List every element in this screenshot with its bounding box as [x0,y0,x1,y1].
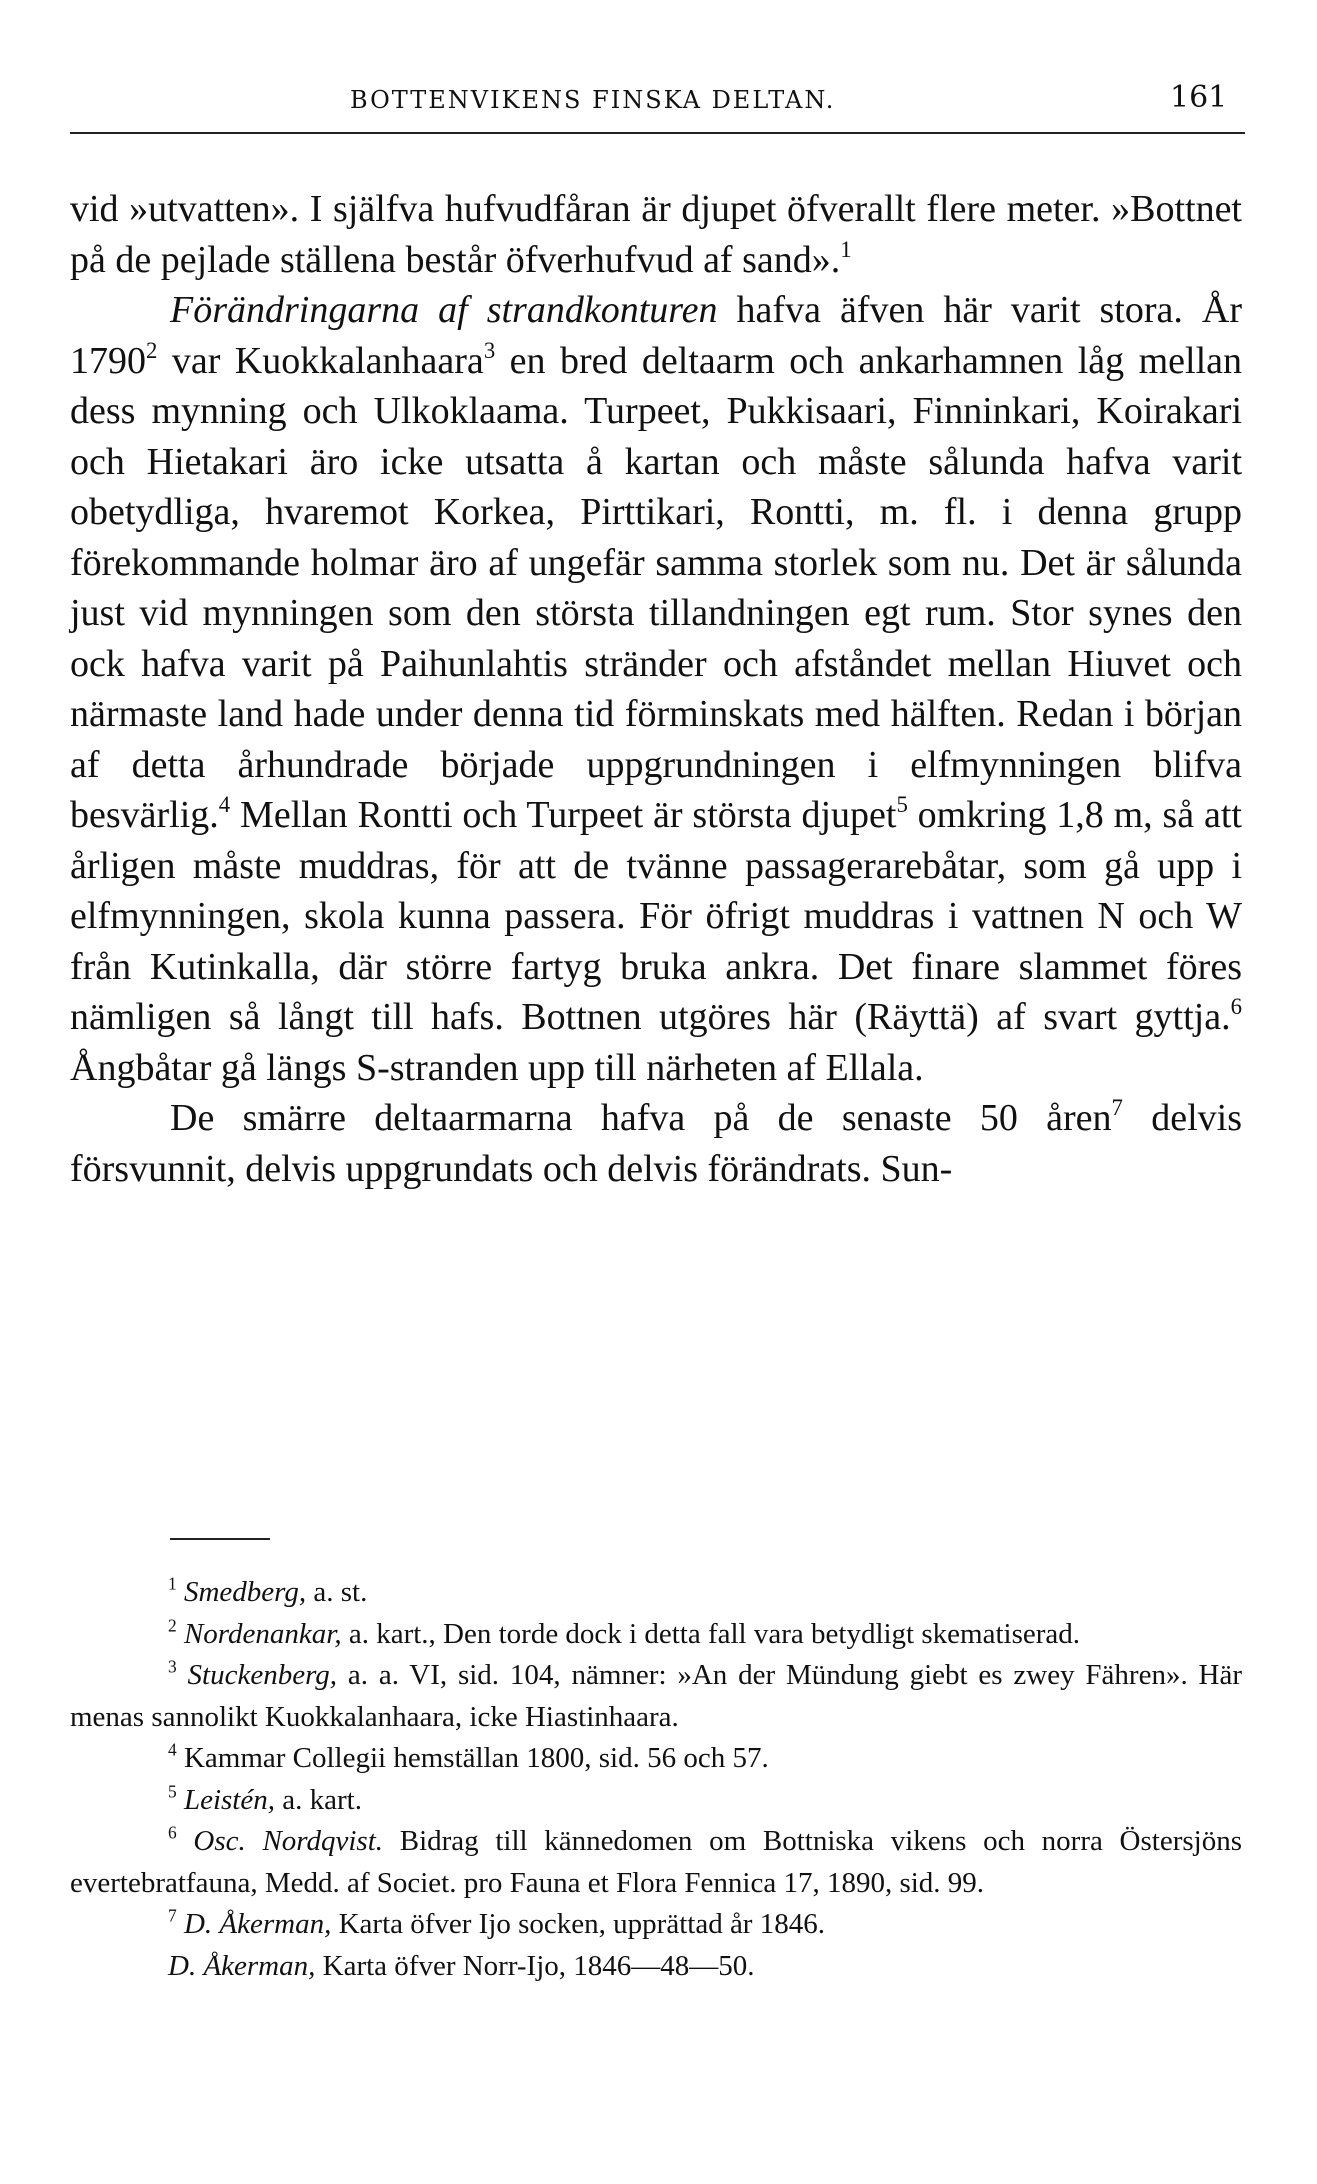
footnote-author: Stuckenberg, [187,1659,338,1691]
section-heading-italic: Förändringarna af strandkonturen [170,289,718,331]
footnote-number: 5 [168,1781,177,1802]
footnote-number: 1 [168,1573,177,1594]
paragraph-2-text-e: omkring 1,8 m, så att årligen måste muddras, för att de tvänne passagerarebåtar, som gå upp i elfmynningen, skola kunna passera. För öfrigt muddras i vattnen N och W från Kutinkalla, där större fartyg bruka ankra. Det finare slammet föres nämligen så långt till hafs. Bottnen utgöres här (Räyttä) af svart gyttja. [70,794,1242,1038]
footnote [70,1821,1242,1904]
footnotes [70,1572,1242,1987]
footnote-number: 2 [168,1615,177,1636]
footnote-text: Karta öfver Ijo socken, upprättad år 1846. [331,1908,825,1940]
footnote [70,1572,1242,1614]
footnote-ref-7: 7 [1111,1095,1123,1121]
paragraph-1-text: vid »utvatten». I själfva hufvudfåran är djupet öfverallt flere meter. »Bottnet på de pejlade ställena består öfverhufvud af sand». [70,188,1242,281]
footnote-author: D. Åkerman, [168,1949,316,1982]
footnote-number: 7 [168,1905,177,1926]
paragraph-2-text-b: var Kuokkalanhaara [157,339,484,382]
footnote-text: a. kart. [274,1783,362,1816]
footnote [70,1904,1242,1946]
footnote-text: Kammar Collegii hemställan 1800, sid. 56 och 57. [176,1742,769,1774]
header-rule [70,132,1245,134]
footnote-author: Osc. Nordqvist. [193,1825,384,1857]
footnote [70,1780,1242,1822]
paragraph-3-text-b: delvis försvunnit, delvis uppgrundats och delvis förändrats. Sun- [70,1097,1242,1190]
footnote-author: Leistén, [183,1783,275,1816]
paragraph-3 [70,1093,1242,1194]
footnote-ref-6: 6 [1230,994,1242,1020]
paragraph-2-text-f: Ångbåtar gå längs S-stranden upp till närheten af Ellala. [70,1046,924,1089]
footnote-author: Smedberg, [183,1576,307,1608]
footnote-ref-5: 5 [896,792,908,818]
footnote-ref-2: 2 [146,337,158,363]
footnote-number: 6 [168,1822,177,1843]
footnote-separator [170,1538,270,1540]
footnote-ref-1: 1 [840,236,852,262]
paragraph-2 [70,285,1242,1093]
footnote-author: Nordenankar, [183,1617,342,1650]
footnote [70,1946,1242,1988]
paragraph-2-text-a: hafva äfven här varit stora. År 1790 [70,289,1242,382]
paragraph-2-text-c: en bred deltaarm och ankarhamnen låg mellan dess mynning och Ulkoklaama. Turpeet, Pukkisaari, Finninkari, Koirakari och Hietakari äro icke utsatta å kartan och måste sålunda hafva varit obetydliga, hvaremot Korkea, Pirttikari, Rontti, m. fl. i denna grupp förekommande holmar äro af ungefär samma storlek som nu. Det är sålunda just vid mynningen som den största tillandningen egt rum. Stor synes den ock hafva varit på Paihunlahtis stränder och afståndet mellan Hiuvet och närmaste land hade under denna tid förminskats med hälften. Redan i början af detta århundrade började uppgrundningen i elfmynningen blifva besvärlig. [70,339,1243,836]
paragraph-1 [70,184,1242,285]
footnote-number: 3 [168,1656,177,1677]
footnote-ref-4: 4 [218,792,231,818]
footnote [70,1655,1242,1738]
page-number: 161 [1170,80,1228,115]
footnote-text: a. kart., Den torde dock i detta fall vara betydligt skematiserad. [341,1617,1081,1650]
footnote-author: D. Åkerman, [183,1908,332,1940]
paragraph-2-text-d: Mellan Rontti och Turpeet är största djupet [230,794,897,836]
footnote-ref-3: 3 [483,337,496,363]
footnote-text: a. a. VI, sid. 104, nämner: »An der Mündung giebt es zwey Fähren». Här menas sannolikt Kuokkalanhaara, icke Hiastinhaara. [70,1659,1243,1733]
main-text [70,184,1242,1194]
footnote-text: Karta öfver Norr-Ijo, 1846—48—50. [315,1949,755,1982]
footnote [70,1738,1242,1780]
footnote-number: 4 [168,1739,177,1760]
running-header: BOTTENVIKENS FINSKA DELTAN. [350,86,836,114]
footnote-text: a. st. [306,1576,368,1608]
paragraph-3-text-a: De smärre deltaarmarna hafva på de senaste 50 åren [170,1097,1112,1139]
footnote [70,1614,1242,1656]
footnote-text: Bidrag till kännedomen om Bottniska vikens och norra Östersjöns evertebratfauna, Medd. af Societ. pro Fauna et Flora Fennica 17, 1890, sid. 99. [70,1825,1243,1899]
